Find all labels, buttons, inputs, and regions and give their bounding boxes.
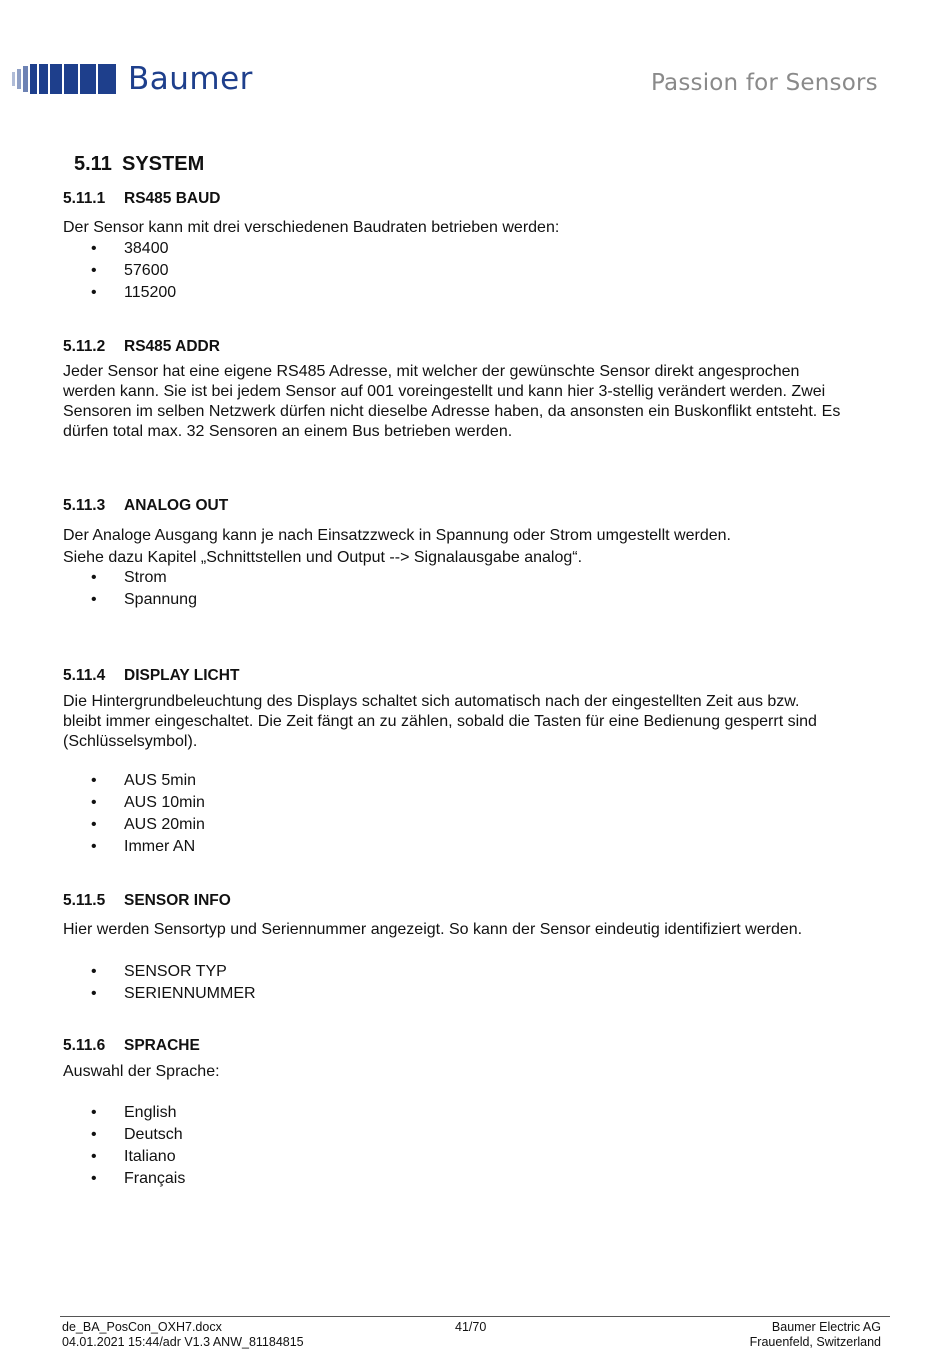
list-item: • Deutsch xyxy=(63,1124,185,1146)
heading-rs485-baud xyxy=(63,190,220,208)
paragraph xyxy=(63,692,899,752)
tagline: Passion for Sensors xyxy=(651,70,878,96)
language-list xyxy=(63,1102,185,1190)
heading-number: 5.11.6 xyxy=(63,1037,106,1054)
baud-list xyxy=(63,238,176,304)
paragraph-line: Siehe dazu Kapitel „Schnittstellen und Output --> Signalausgabe analog“. xyxy=(63,549,583,566)
list-item: • AUS 20min xyxy=(63,814,205,836)
heading-number: 5.11.5 xyxy=(63,892,106,909)
footer-company: Baumer Electric AG xyxy=(771,1320,881,1334)
list-item: • 57600 xyxy=(63,260,176,282)
list-item: • Immer AN xyxy=(63,836,205,858)
footer-filename: de_BA_PosCon_OXH7.docx xyxy=(62,1320,222,1334)
heading-title: DISPLAY LICHT xyxy=(124,667,240,684)
heading-title: RS485 ADDR xyxy=(124,338,220,355)
list-item: • 38400 xyxy=(63,238,176,260)
page-header xyxy=(0,0,950,120)
paragraph-line: Sensoren im selben Netzwerk dürfen nicht dieselbe Adresse haben, da ansonsten ein Buskonflikt entsteht. Es xyxy=(63,403,841,420)
paragraph xyxy=(63,362,899,442)
paragraph-line: (Schlüsselsymbol). xyxy=(63,733,198,750)
section-title: SYSTEM xyxy=(122,153,205,175)
list-item: • SERIENNUMMER xyxy=(63,983,256,1005)
heading-sensor-info xyxy=(63,892,231,910)
section-heading xyxy=(74,153,204,176)
paragraph: Auswahl der Sprache: xyxy=(63,1063,220,1080)
baumer-logo xyxy=(12,62,253,96)
display-list xyxy=(63,770,205,858)
heading-sprache xyxy=(63,1037,200,1055)
list-item: • English xyxy=(63,1102,185,1124)
heading-title: SENSOR INFO xyxy=(124,892,231,909)
analog-list xyxy=(63,567,197,611)
page-number: 41/70 xyxy=(455,1320,487,1334)
list-item: • SENSOR TYP xyxy=(63,961,256,983)
list-item: • Français xyxy=(63,1168,185,1190)
sensor-info-list xyxy=(63,961,256,1005)
paragraph-line: Jeder Sensor hat eine eigene RS485 Adresse, mit welcher der gewünschte Sensor direkt angesprochen xyxy=(63,363,800,380)
heading-analog-out xyxy=(63,497,228,515)
footer-divider xyxy=(60,1316,890,1317)
logo-mark-icon xyxy=(12,62,118,96)
heading-number: 5.11.3 xyxy=(63,497,106,514)
list-item: • AUS 10min xyxy=(63,792,205,814)
heading-title: RS485 BAUD xyxy=(124,190,221,207)
paragraph-line: Der Analoge Ausgang kann je nach Einsatzzweck in Spannung oder Strom umgestellt werden. xyxy=(63,527,731,544)
paragraph-line: dürfen total max. 32 Sensoren an einem Bus betrieben werden. xyxy=(63,423,513,440)
footer-version: 04.01.2021 15:44/adr V1.3 ANW_81184815 xyxy=(62,1335,304,1349)
heading-number: 5.11.1 xyxy=(63,190,106,207)
heading-display-licht xyxy=(63,667,239,685)
paragraph: Hier werden Sensortyp und Seriennummer angezeigt. So kann der Sensor eindeutig identifiziert werden. xyxy=(63,921,803,938)
paragraph-line: werden kann. Sie ist bei jedem Sensor auf 001 voreingestellt und kann hier 3-stellig verändert werden. Zwei xyxy=(63,383,826,400)
list-item: • Italiano xyxy=(63,1146,185,1168)
heading-rs485-addr xyxy=(63,338,220,356)
list-item: • 115200 xyxy=(63,282,176,304)
paragraph: Der Sensor kann mit drei verschiedenen Baudraten betrieben werden: xyxy=(63,219,560,236)
section-number: 5.11 xyxy=(74,153,112,175)
footer-left xyxy=(62,1320,304,1350)
paragraph-line: Die Hintergrundbeleuchtung des Displays schaltet sich automatisch nach der eingestellten Zeit aus bzw. xyxy=(63,693,800,710)
list-item: • Strom xyxy=(63,567,197,589)
paragraph-line: bleibt immer eingeschaltet. Die Zeit fängt an zu zählen, sobald die Tasten für eine Bedienung gesperrt sind xyxy=(63,713,817,730)
heading-title: ANALOG OUT xyxy=(124,497,229,514)
footer-right xyxy=(750,1320,881,1350)
footer-location: Frauenfeld, Switzerland xyxy=(749,1335,881,1349)
list-item: • Spannung xyxy=(63,589,197,611)
paragraph xyxy=(63,525,899,569)
heading-title: SPRACHE xyxy=(124,1037,200,1054)
heading-number: 5.11.2 xyxy=(63,338,106,355)
heading-number: 5.11.4 xyxy=(63,667,106,684)
list-item: • AUS 5min xyxy=(63,770,205,792)
logo-text: Baumer xyxy=(128,61,253,97)
